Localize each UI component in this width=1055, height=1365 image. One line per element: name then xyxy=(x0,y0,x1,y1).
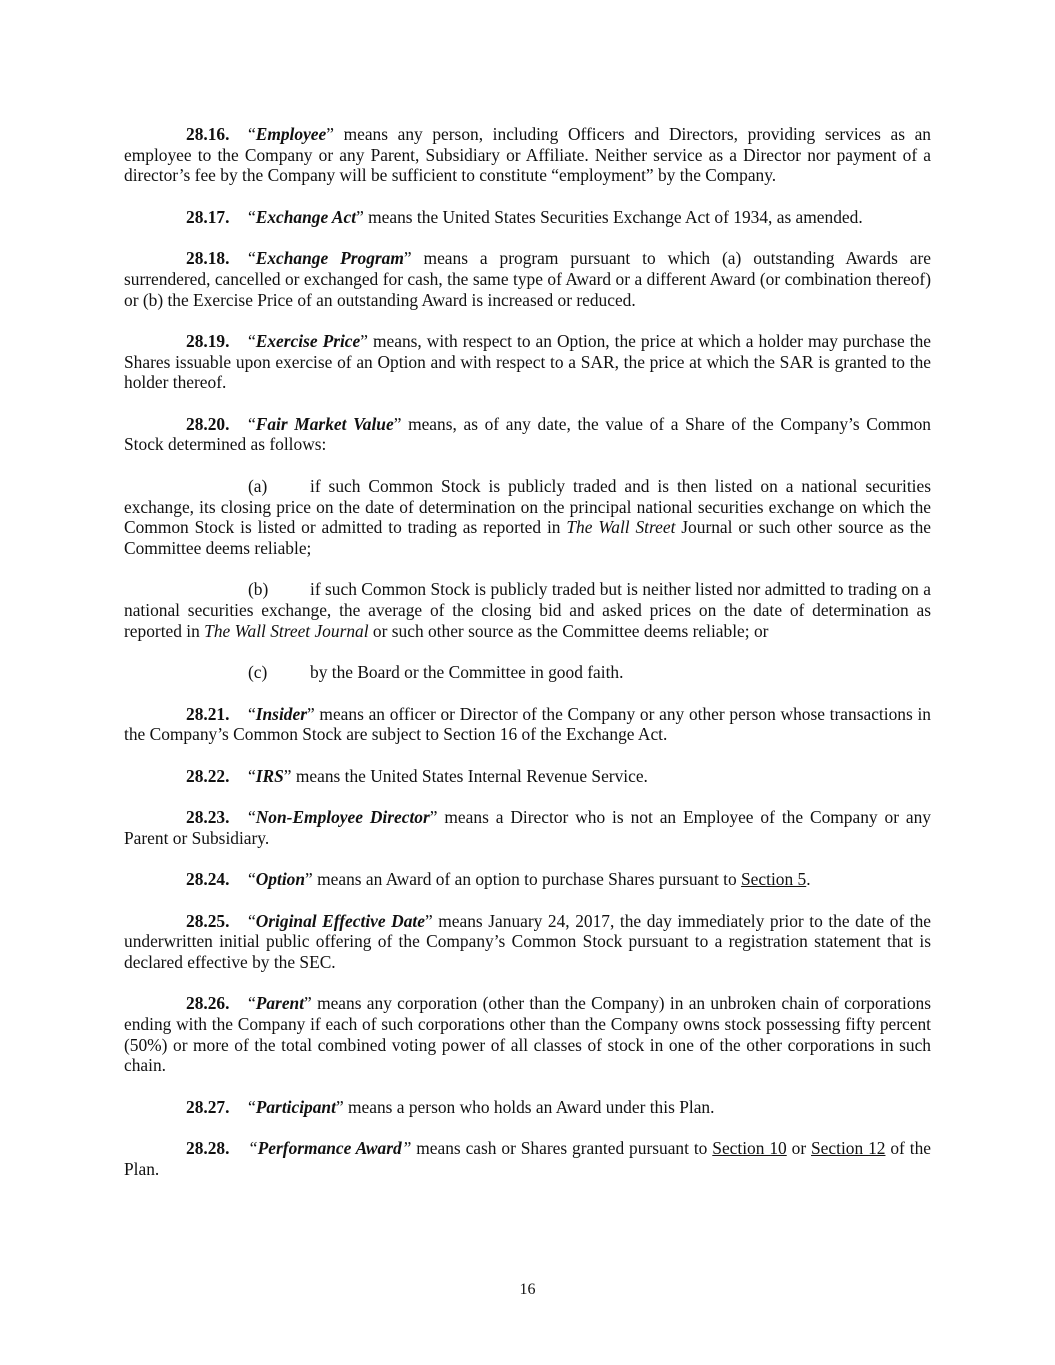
section-number: 28.20. xyxy=(186,413,230,434)
subclause-label: (b) xyxy=(248,579,269,600)
definition-parent: 28.26. “Parent” means any corporation (other than the Company) in an unbroken chain of corporations ending with the Company if each of such corporations other than the Company owns stock possessing fifty percent (50%) or more of the total combined voting power of all classes of stock in one of the other corporations in such chain. xyxy=(124,993,931,1076)
document-page xyxy=(124,124,931,1200)
subclause-a: (a) if such Common Stock is publicly traded and is then listed on a national securities exchange, its closing price on the date of determination on the principal national securities exchange on which the Common Stock is listed or admitted to trading as reported in The Wall Street Journal or such other source as the Committee deems reliable; xyxy=(124,475,931,558)
defined-term: Non-Employee Director xyxy=(255,807,430,828)
section-number: 28.23. xyxy=(186,807,230,828)
section-number: 28.17. xyxy=(186,206,230,227)
subclause-label: (a) xyxy=(248,475,268,496)
section-number: 28.18. xyxy=(186,248,230,269)
section-number: 28.21. xyxy=(186,703,230,724)
defined-term: Fair Market Value xyxy=(255,413,394,434)
defined-term: IRS xyxy=(255,765,284,786)
defined-term: Exercise Price xyxy=(255,330,361,351)
definition-performance-award: 28.28. “Performance Award” means cash or Shares granted pursuant to Section 10 or Section 12 of the Plan. xyxy=(124,1138,931,1179)
section-number: 28.26. xyxy=(186,993,230,1014)
section-number: 28.16. xyxy=(186,124,230,144)
definition-exercise-price: 28.19. “Exercise Price” means, with respect to an Option, the price at which a holder may purchase the Shares issuable upon exercise of an Option and with respect to a SAR, the price at which the SAR is granted to the holder thereof. xyxy=(124,330,931,393)
defined-term: Original Effective Date xyxy=(255,910,425,931)
defined-term: Performance Award xyxy=(257,1138,402,1159)
definition-irs: 28.22. “IRS” means the United States Internal Revenue Service. xyxy=(186,765,648,786)
defined-term: Participant xyxy=(255,1096,336,1117)
definition-exchange-act: 28.17. “Exchange Act” means the United States Securities Exchange Act of 1934, as amended. xyxy=(186,206,863,227)
page-number: 16 xyxy=(519,1281,536,1298)
definition-fair-market-value: 28.20. “Fair Market Value” means, as of any date, the value of a Share of the Company’s Common Stock determined as follows: xyxy=(124,413,931,455)
section-reference-link: Section 12 xyxy=(811,1138,886,1159)
definition-participant: 28.27. “Participant” means a person who holds an Award under this Plan. xyxy=(186,1096,715,1117)
defined-term: Exchange Act xyxy=(255,206,357,227)
defined-term: Exchange Program xyxy=(255,248,404,269)
definition-non-employee-director: 28.23. “Non-Employee Director” means a Director who is not an Employee of the Company or any Parent or Subsidiary. xyxy=(124,807,932,848)
section-number: 28.27. xyxy=(186,1096,230,1117)
subclause-b: (b) if such Common Stock is publicly traded but is neither listed nor admitted to trading on a national securities exchange, the average of the closing bid and asked prices on the date of determination as reported in The Wall Street Journal or such other source as the Committee deems reliable; or xyxy=(124,579,931,641)
definition-insider: 28.21. “Insider” means an officer or Director of the Company or any other person whose transactions in the Company’s Common Stock are subject to Section 16 of the Exchange Act. xyxy=(124,703,931,745)
defined-term: Insider xyxy=(255,703,307,724)
defined-term: Parent xyxy=(255,993,305,1014)
section-number: 28.22. xyxy=(186,765,230,786)
section-reference-link: Section 10 xyxy=(712,1138,787,1159)
defined-term: Employee xyxy=(255,124,327,144)
section-reference-link: Section 5 xyxy=(741,869,807,890)
definition-original-effective-date: 28.25. “Original Effective Date” means January 24, 2017, the day immediately prior to the date of the underwritten initial public offering of the Company’s Common Stock pursuant to a registration statement that is declared effective by the SEC. xyxy=(124,910,931,972)
definition-option: 28.24. “Option” means an Award of an option to purchase Shares pursuant to Section 5. xyxy=(186,869,811,890)
subclause-label: (c) xyxy=(248,662,268,683)
section-number: 28.28. xyxy=(186,1138,230,1159)
definition-exchange-program: 28.18. “Exchange Program” means a program pursuant to which (a) outstanding Awards are surrendered, cancelled or exchanged for cash, the same type of Award or a different Award (or combination thereof) or (b) the Exercise Price of an outstanding Award is increased or reduced. xyxy=(124,248,931,310)
section-number: 28.24. xyxy=(186,869,230,890)
definition-employee: 28.16. “Employee” means any person, including Officers and Directors, providing services as an employee to the Company or any Parent, Subsidiary or Affiliate. Neither service as a Director nor payment of a director’s fee by the Company will be sufficient to constitute “employment” by the Company. xyxy=(124,124,931,186)
subclause-c: (c) by the Board or the Committee in good faith. xyxy=(248,662,624,683)
defined-term: Option xyxy=(255,869,306,890)
section-number: 28.25. xyxy=(186,910,230,931)
section-number: 28.19. xyxy=(186,330,230,351)
